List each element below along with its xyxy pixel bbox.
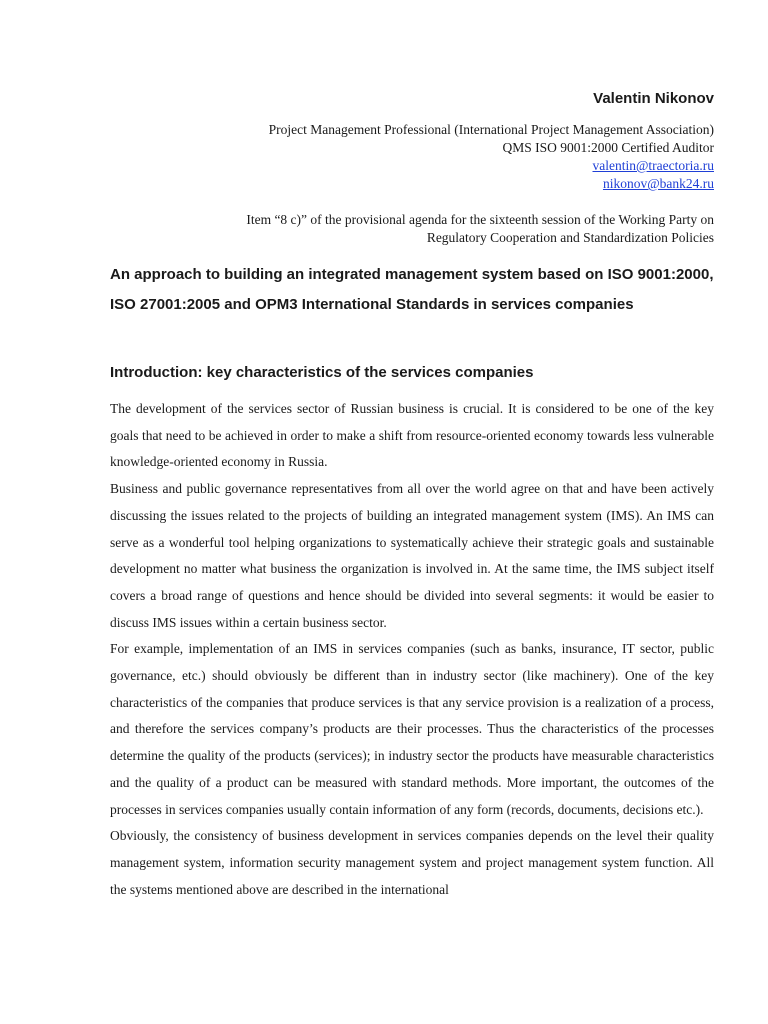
paragraph: The development of the services sector of Russian business is crucial. It is considered to be one of the key goals that need to be achieved in order to make a shift from resource-oriented economy towards less vulnerable knowledge-oriented economy in Russia. [110,401,714,470]
author-affiliation [269,121,714,193]
email-link[interactable]: nikonov@bank24.ru [602,176,714,191]
paragraph: Business and public governance representatives from all over the world agree on that and have been actively discussing the issues related to the projects of building an integrated management system (IMS). An IMS can serve as a wonderful tool helping organizations to systematically achieve their strategic goals and sustainable development no matter what business the organization is involved in. At the same time, the IMS subject itself covers a broad range of questions and hence should be divided into several segments: it would be easier to discuss IMS issues within a certain business sector. [110,481,714,630]
paragraph: Obviously, the consistency of business development in services companies depends on the level their quality management system, information security management system and project management system function. All the systems mentioned above are described in the international [110,828,714,897]
email-link[interactable]: valentin@traectoria.ru [592,158,714,173]
agenda-line: Item “8 c)” of the provisional agenda for the sixteenth session of the Working Party on [246,212,714,227]
agenda-item [246,211,714,247]
agenda-line: Regulatory Cooperation and Standardization Policies [426,230,714,245]
paragraph: For example, implementation of an IMS in services companies (such as banks, insurance, IT sector, public governance, etc.) should obviously be different than in industry sector (like machinery). One of the key characteristics of the companies that produce services is that any service provision is a realization of a process, and therefore the services company’s products are their processes. Thus the characteristics of the processes determine the quality of the products (services); in industry sector the products have measurable characteristics and the quality of a product can be measured with standard methods. More important, the outcomes of the processes in services companies usually contain information of any form (records, documents, decisions etc.). [110,641,714,817]
document-title: An approach to building an integrated management system based on ISO 9001:2000, ISO 27001:2005 and OPM3 International Standards in services companies [110,266,714,313]
author-name: Valentin Nikonov [593,90,714,107]
affiliation-line: QMS ISO 9001:2000 Certified Auditor [502,140,714,155]
body-text [110,396,714,903]
section-heading: Introduction: key characteristics of the services companies [110,364,534,381]
affiliation-line: Project Management Professional (International Project Management Association) [268,122,714,137]
